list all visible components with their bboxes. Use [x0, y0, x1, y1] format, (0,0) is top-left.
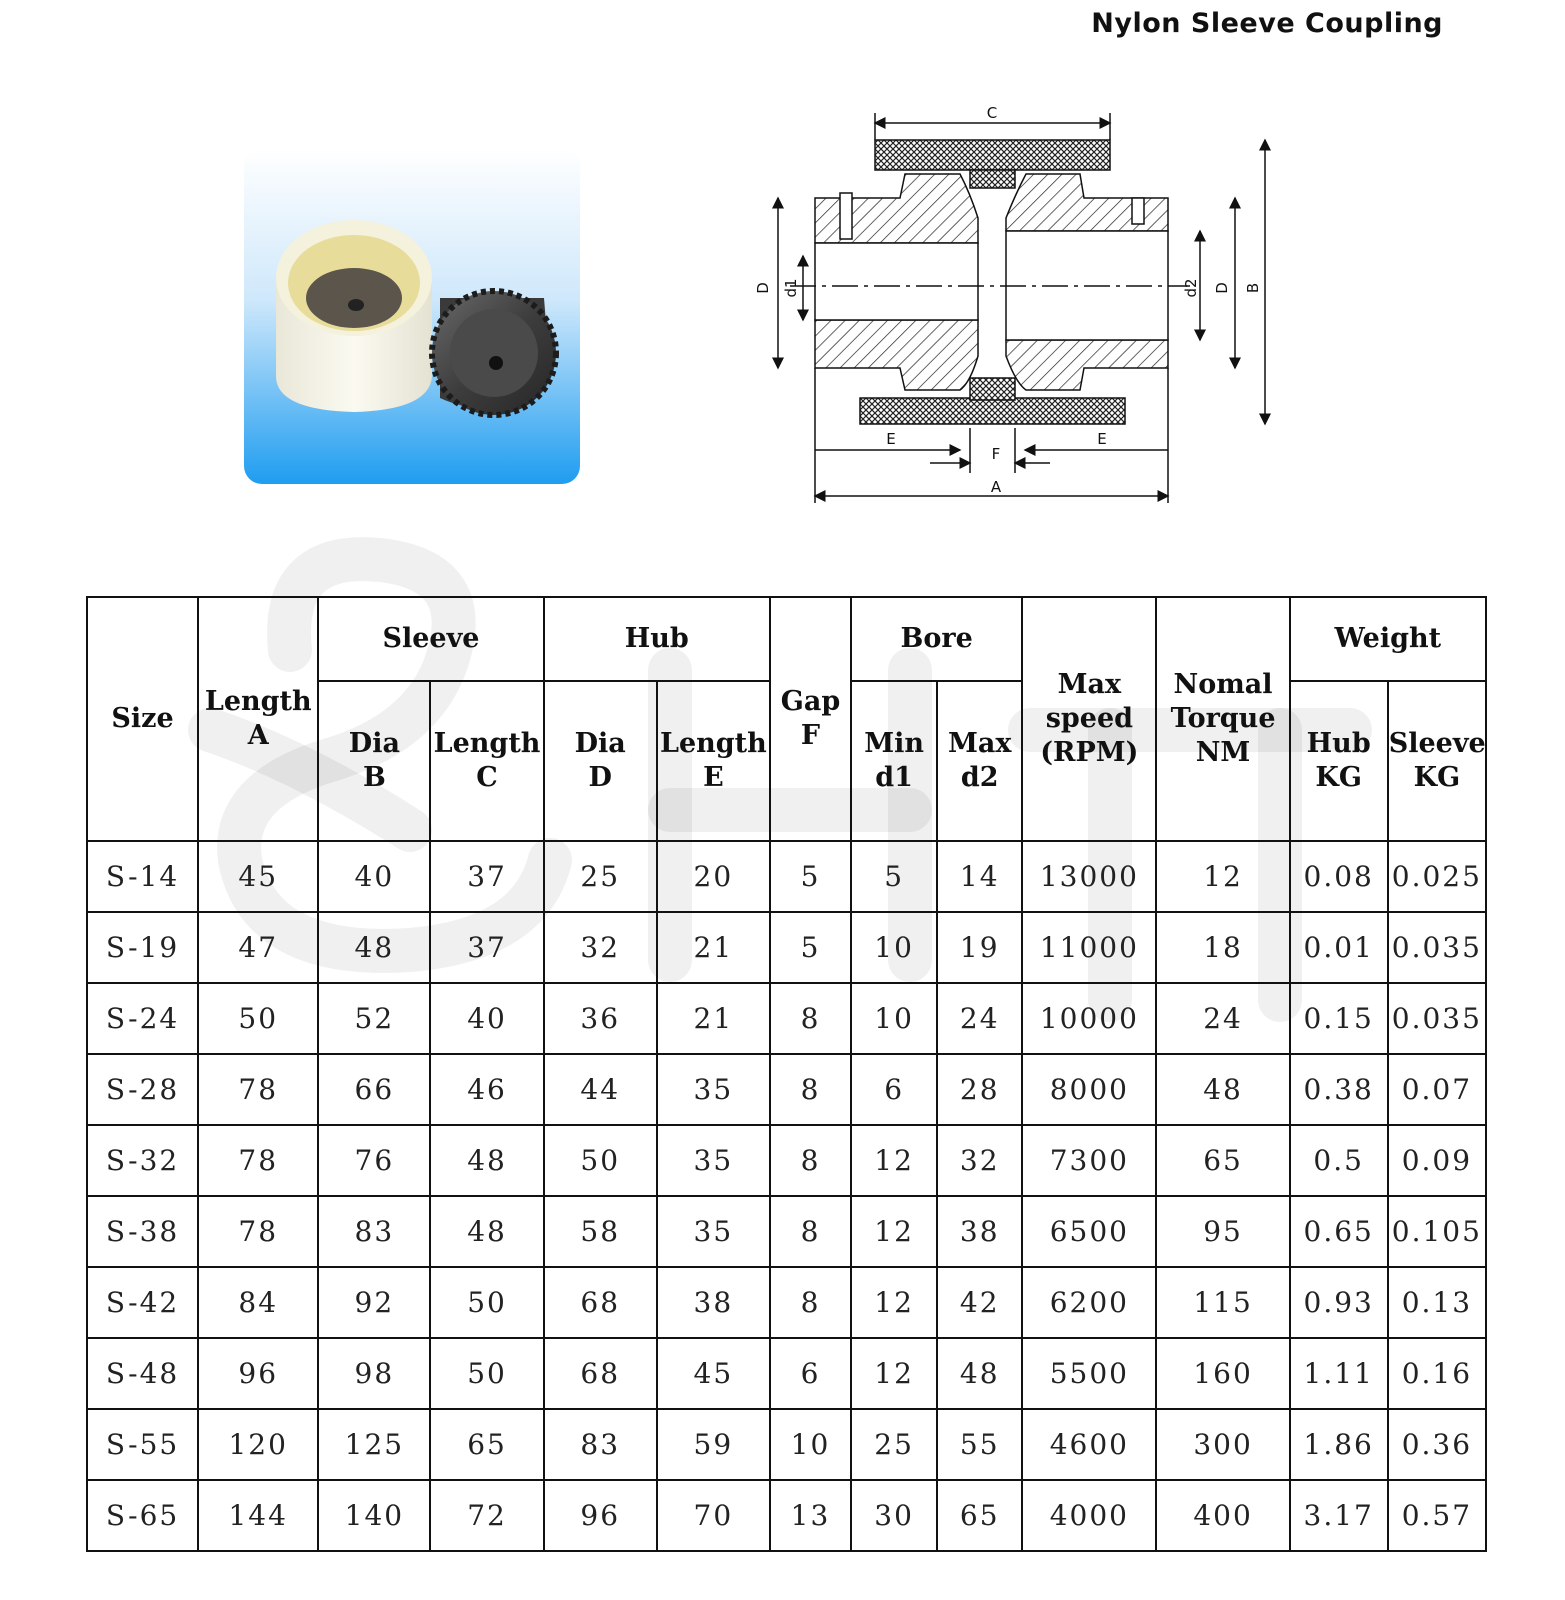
cell-gap: 8: [770, 1196, 851, 1267]
cell-size: S-42: [87, 1267, 198, 1338]
cell-hub-length: 35: [657, 1054, 770, 1125]
cell-sleeve-length: 40: [430, 983, 543, 1054]
cell-hub-dia: 32: [544, 912, 657, 983]
cell-gap: 8: [770, 1125, 851, 1196]
cell-sleeve-dia: 125: [318, 1409, 430, 1480]
cell-torque: 48: [1156, 1054, 1289, 1125]
cell-bore-min: 12: [851, 1338, 937, 1409]
cell-weight-hub: 0.38: [1290, 1054, 1388, 1125]
cell-sleeve-length: 65: [430, 1409, 543, 1480]
header-bore: Bore: [851, 597, 1022, 681]
cell-hub-dia: 25: [544, 841, 657, 912]
cell-bore-min: 12: [851, 1267, 937, 1338]
cell-hub-length: 35: [657, 1125, 770, 1196]
table-row: [87, 1409, 1486, 1480]
cell-bore-min: 25: [851, 1409, 937, 1480]
cell-hub-length: 21: [657, 912, 770, 983]
header-sleeve-length: Length C: [430, 681, 543, 841]
cell-gap: 10: [770, 1409, 851, 1480]
cell-torque: 95: [1156, 1196, 1289, 1267]
cell-hub-length: 70: [657, 1480, 770, 1551]
header-length-a: Length A: [198, 597, 318, 841]
cell-hub-length: 45: [657, 1338, 770, 1409]
spec-table: [86, 596, 1487, 1552]
cell-max-speed: 13000: [1022, 841, 1156, 912]
cell-weight-hub: 1.11: [1290, 1338, 1388, 1409]
cell-max-speed: 6500: [1022, 1196, 1156, 1267]
cell-gap: 8: [770, 983, 851, 1054]
cell-sleeve-dia: 52: [318, 983, 430, 1054]
coupling-drawing: [754, 98, 1340, 528]
header-gap-f: Gap F: [770, 597, 851, 841]
cell-size: S-38: [87, 1196, 198, 1267]
cell-torque: 300: [1156, 1409, 1289, 1480]
cell-size: S-65: [87, 1480, 198, 1551]
table-row: [87, 1267, 1486, 1338]
cell-sleeve-dia: 76: [318, 1125, 430, 1196]
cell-sleeve-dia: 66: [318, 1054, 430, 1125]
cell-weight-sleeve: 0.13: [1388, 1267, 1486, 1338]
cell-bore-min: 5: [851, 841, 937, 912]
cell-sleeve-dia: 48: [318, 912, 430, 983]
header-torque: Nomal Torque NM: [1156, 597, 1289, 841]
header-hub-dia: Dia D: [544, 681, 657, 841]
cell-gap: 8: [770, 1267, 851, 1338]
cell-torque: 65: [1156, 1125, 1289, 1196]
cell-torque: 24: [1156, 983, 1289, 1054]
cell-hub-dia: 36: [544, 983, 657, 1054]
cell-hub-dia: 68: [544, 1338, 657, 1409]
cell-bore-min: 12: [851, 1125, 937, 1196]
cell-length-a: 45: [198, 841, 318, 912]
dim-label-e-right: E: [1097, 430, 1107, 448]
cell-sleeve-dia: 92: [318, 1267, 430, 1338]
cell-weight-sleeve: 0.09: [1388, 1125, 1486, 1196]
dim-label-a: A: [990, 478, 1002, 496]
cell-sleeve-dia: 140: [318, 1480, 430, 1551]
cell-hub-length: 38: [657, 1267, 770, 1338]
cell-bore-min: 10: [851, 912, 937, 983]
cell-hub-length: 35: [657, 1196, 770, 1267]
cell-torque: 400: [1156, 1480, 1289, 1551]
cell-size: S-14: [87, 841, 198, 912]
cell-max-speed: 7300: [1022, 1125, 1156, 1196]
cell-bore-min: 12: [851, 1196, 937, 1267]
cell-bore-max: 42: [937, 1267, 1022, 1338]
cell-weight-sleeve: 0.16: [1388, 1338, 1486, 1409]
cell-sleeve-length: 37: [430, 912, 543, 983]
cell-hub-length: 21: [657, 983, 770, 1054]
cell-max-speed: 10000: [1022, 983, 1156, 1054]
cell-size: S-32: [87, 1125, 198, 1196]
cell-hub-dia: 50: [544, 1125, 657, 1196]
header-hub: Hub: [544, 597, 770, 681]
dim-label-c: C: [986, 104, 998, 122]
cell-weight-sleeve: 0.36: [1388, 1409, 1486, 1480]
cell-hub-dia: 83: [544, 1409, 657, 1480]
cell-length-a: 78: [198, 1054, 318, 1125]
cell-torque: 115: [1156, 1267, 1289, 1338]
cell-bore-min: 10: [851, 983, 937, 1054]
cell-sleeve-length: 48: [430, 1196, 543, 1267]
cell-length-a: 78: [198, 1125, 318, 1196]
cell-gap: 13: [770, 1480, 851, 1551]
cell-weight-sleeve: 0.07: [1388, 1054, 1486, 1125]
cell-max-speed: 4000: [1022, 1480, 1156, 1551]
cell-torque: 160: [1156, 1338, 1289, 1409]
header-bore-max: Max d2: [937, 681, 1022, 841]
cell-bore-max: 14: [937, 841, 1022, 912]
cell-bore-max: 55: [937, 1409, 1022, 1480]
cell-hub-length: 59: [657, 1409, 770, 1480]
cell-sleeve-dia: 40: [318, 841, 430, 912]
cell-weight-sleeve: 0.035: [1388, 912, 1486, 983]
cell-gap: 5: [770, 841, 851, 912]
cell-bore-max: 24: [937, 983, 1022, 1054]
cell-max-speed: 8000: [1022, 1054, 1156, 1125]
cell-bore-max: 19: [937, 912, 1022, 983]
cell-weight-hub: 0.93: [1290, 1267, 1388, 1338]
cell-length-a: 47: [198, 912, 318, 983]
table-row: [87, 1196, 1486, 1267]
dim-label-d1: d1: [782, 278, 800, 298]
cell-sleeve-length: 50: [430, 1338, 543, 1409]
cell-hub-length: 20: [657, 841, 770, 912]
cell-bore-max: 32: [937, 1125, 1022, 1196]
cell-sleeve-length: 72: [430, 1480, 543, 1551]
table-row: [87, 1338, 1486, 1409]
cell-size: S-24: [87, 983, 198, 1054]
cell-torque: 18: [1156, 912, 1289, 983]
table-row: [87, 983, 1486, 1054]
cell-max-speed: 5500: [1022, 1338, 1156, 1409]
cell-length-a: 78: [198, 1196, 318, 1267]
cell-max-speed: 11000: [1022, 912, 1156, 983]
header-sleeve: Sleeve: [318, 597, 543, 681]
cell-length-a: 96: [198, 1338, 318, 1409]
cell-weight-hub: 0.15: [1290, 983, 1388, 1054]
cell-weight-hub: 0.08: [1290, 841, 1388, 912]
cell-sleeve-length: 37: [430, 841, 543, 912]
dim-label-b: B: [1244, 282, 1262, 294]
cell-bore-min: 6: [851, 1054, 937, 1125]
header-weight: Weight: [1290, 597, 1486, 681]
header-bore-min: Min d1: [851, 681, 937, 841]
cell-hub-dia: 96: [544, 1480, 657, 1551]
dim-label-f: F: [991, 445, 1001, 463]
cell-gap: 6: [770, 1338, 851, 1409]
cell-size: S-55: [87, 1409, 198, 1480]
cell-weight-hub: 3.17: [1290, 1480, 1388, 1551]
cell-max-speed: 4600: [1022, 1409, 1156, 1480]
cell-weight-sleeve: 0.57: [1388, 1480, 1486, 1551]
cell-weight-sleeve: 0.035: [1388, 983, 1486, 1054]
cell-size: S-28: [87, 1054, 198, 1125]
cell-gap: 8: [770, 1054, 851, 1125]
table-row: [87, 841, 1486, 912]
cell-sleeve-length: 50: [430, 1267, 543, 1338]
cell-size: S-19: [87, 912, 198, 983]
cell-bore-max: 48: [937, 1338, 1022, 1409]
cell-length-a: 84: [198, 1267, 318, 1338]
table-row: [87, 1125, 1486, 1196]
cell-max-speed: 6200: [1022, 1267, 1156, 1338]
cell-weight-sleeve: 0.105: [1388, 1196, 1486, 1267]
cell-sleeve-dia: 98: [318, 1338, 430, 1409]
dim-label-d-right: D: [1213, 282, 1231, 294]
cell-length-a: 144: [198, 1480, 318, 1551]
cell-weight-sleeve: 0.025: [1388, 841, 1486, 912]
table-row: [87, 912, 1486, 983]
cell-weight-hub: 0.01: [1290, 912, 1388, 983]
page-title: Nylon Sleeve Coupling: [1091, 8, 1443, 39]
cell-bore-min: 30: [851, 1480, 937, 1551]
cell-bore-max: 28: [937, 1054, 1022, 1125]
cell-hub-dia: 44: [544, 1054, 657, 1125]
cell-length-a: 120: [198, 1409, 318, 1480]
cell-hub-dia: 58: [544, 1196, 657, 1267]
product-photo: [244, 148, 580, 484]
table-row: [87, 1480, 1486, 1551]
header-weight-hub: Hub KG: [1290, 681, 1388, 841]
cell-weight-hub: 1.86: [1290, 1409, 1388, 1480]
header-weight-sleeve: Sleeve KG: [1388, 681, 1486, 841]
cell-torque: 12: [1156, 841, 1289, 912]
dim-label-d2: d2: [1182, 278, 1200, 298]
header-size: Size: [87, 597, 198, 841]
cell-length-a: 50: [198, 983, 318, 1054]
header-sleeve-dia: Dia B: [318, 681, 430, 841]
dim-label-e-left: E: [886, 430, 896, 448]
cell-weight-hub: 0.65: [1290, 1196, 1388, 1267]
cell-size: S-48: [87, 1338, 198, 1409]
cell-bore-max: 38: [937, 1196, 1022, 1267]
header-max-speed: Max speed (RPM): [1022, 597, 1156, 841]
cell-hub-dia: 68: [544, 1267, 657, 1338]
dim-label-d-left: D: [754, 282, 772, 294]
cell-sleeve-dia: 83: [318, 1196, 430, 1267]
cell-weight-hub: 0.5: [1290, 1125, 1388, 1196]
header-hub-length: Length E: [657, 681, 770, 841]
cell-sleeve-length: 48: [430, 1125, 543, 1196]
cell-gap: 5: [770, 912, 851, 983]
table-row: [87, 1054, 1486, 1125]
cell-sleeve-length: 46: [430, 1054, 543, 1125]
cell-bore-max: 65: [937, 1480, 1022, 1551]
